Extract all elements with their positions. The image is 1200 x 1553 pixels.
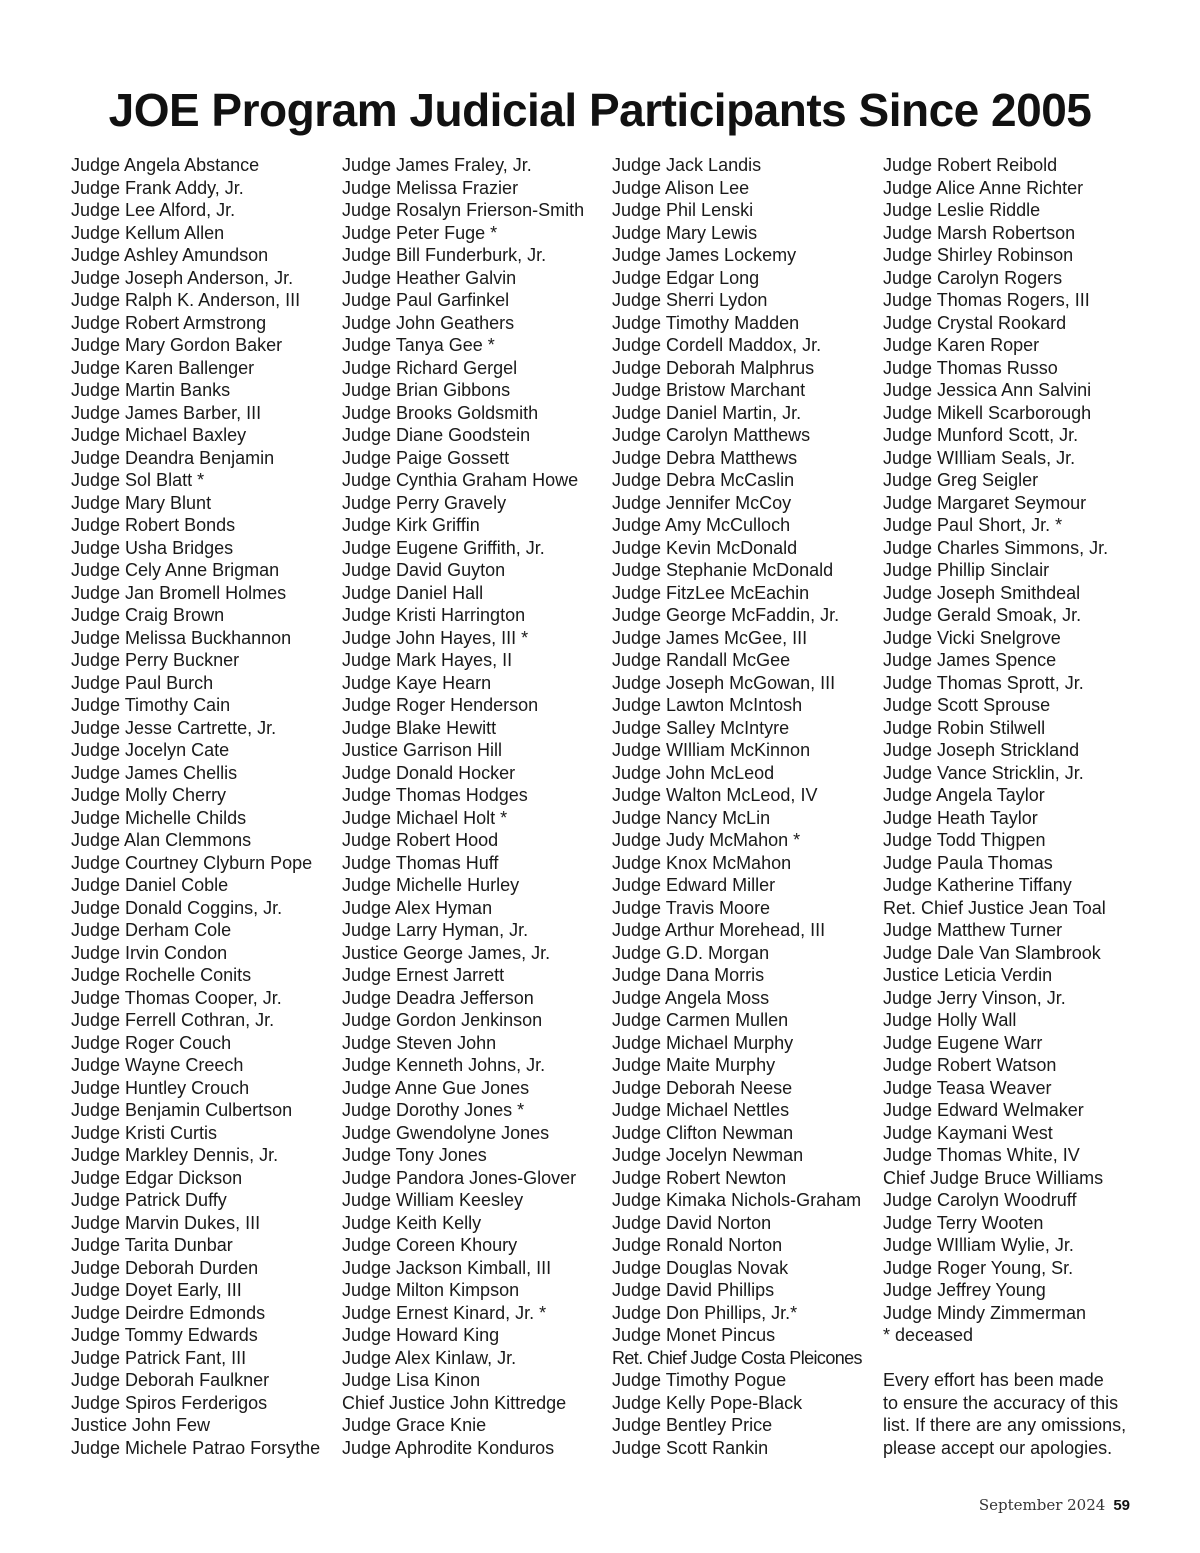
- participant-name: Judge Sol Blatt *: [71, 470, 205, 490]
- participant-name: Judge Kellum Allen: [71, 222, 225, 243]
- participant-name: Judge Scott Rankin: [612, 1437, 769, 1458]
- participant-name: Judge Paul Short, Jr. *: [883, 515, 1063, 535]
- participant-name: Judge Alan Clemmons: [71, 830, 252, 850]
- participant-name: Judge Crystal Rookard: [883, 312, 1067, 333]
- participant-name: Judge Maite Murphy: [612, 1055, 776, 1075]
- participant-name: Judge Roger Couch: [71, 1032, 232, 1053]
- participant-name: Judge Marsh Robertson: [883, 222, 1076, 243]
- participant-name: Judge Mark Hayes, II: [342, 650, 513, 670]
- participant-name: Judge Karen Ballenger: [71, 357, 255, 378]
- participant-name: Judge James Fraley, Jr.: [342, 155, 532, 175]
- page-footer: [979, 1496, 1130, 1514]
- participant-name: Judge John Geathers: [342, 312, 515, 333]
- participant-name: Judge Melissa Frazier: [342, 177, 519, 198]
- participant-name: Judge George McFaddin, Jr.: [612, 605, 840, 625]
- participant-name: Judge James Spence: [883, 650, 1057, 670]
- participant-name: Judge Diane Goodstein: [342, 425, 531, 445]
- participant-name: Judge Bentley Price: [612, 1415, 773, 1435]
- participant-name: Judge Usha Bridges: [71, 537, 234, 558]
- participant-name: Judge John Hayes, III *: [342, 627, 529, 648]
- participant-name: Judge Lisa Kinon: [342, 1370, 481, 1390]
- participant-name: Justice George James, Jr.: [342, 942, 551, 963]
- participant-name: Judge Jack Landis: [612, 155, 762, 175]
- participant-name: Judge Angela Abstance: [71, 155, 260, 175]
- participant-name: Judge Tarita Dunbar: [71, 1235, 233, 1255]
- participant-name: Judge Deadra Jefferson: [342, 987, 534, 1008]
- participant-name: Judge Eugene Griffith, Jr.: [342, 537, 545, 558]
- participant-name: Judge Robert Reibold: [883, 155, 1058, 175]
- participant-name: Judge Ashley Amundson: [71, 245, 269, 265]
- participant-name: Judge Lee Alford, Jr.: [71, 200, 236, 220]
- participant-name: Judge WIlliam Seals, Jr.: [883, 447, 1076, 468]
- participant-name: Judge Mary Blunt: [71, 492, 212, 513]
- participant-name: Judge Anne Gue Jones: [342, 1077, 530, 1098]
- participant-name: Judge Timothy Cain: [71, 695, 231, 715]
- participant-name: Judge Frank Addy, Jr.: [71, 177, 244, 198]
- participant-name: Judge Gwendolyne Jones: [342, 1122, 550, 1143]
- participant-name: Judge Todd Thigpen: [883, 830, 1046, 850]
- participant-name: Judge Cynthia Graham Howe: [342, 470, 579, 490]
- participant-name: Judge Jesse Cartrette, Jr.: [71, 717, 277, 738]
- participant-name: Judge Debra McCaslin: [612, 470, 795, 490]
- participant-name: Judge Kaymani West: [883, 1122, 1053, 1143]
- participant-name: Judge Edgar Dickson: [71, 1167, 243, 1188]
- participant-name: Judge Jessica Ann Salvini: [883, 380, 1092, 400]
- participant-name: Judge Monet Pincus: [612, 1325, 776, 1345]
- participant-name: Judge Perry Gravely: [342, 492, 507, 513]
- participant-name: Judge Doyet Early, III: [71, 1280, 242, 1300]
- participant-name: Judge Edgar Long: [612, 267, 760, 288]
- participant-name: Judge Arthur Morehead, III: [612, 920, 826, 940]
- participant-name: Judge Dana Morris: [612, 965, 765, 985]
- participant-name: Judge Thomas White, IV: [883, 1145, 1080, 1165]
- participant-name: Judge Karen Roper: [883, 335, 1040, 355]
- participant-name: Judge Randall McGee: [612, 650, 791, 670]
- participant-name: Judge Grace Knie: [342, 1415, 487, 1435]
- participant-name: Judge Brian Gibbons: [342, 380, 511, 400]
- participant-name: Judge Michael Holt *: [342, 807, 508, 828]
- footer-date: September 2024: [978, 1496, 1106, 1514]
- disclaimer-line: list. If there are any omissions,: [883, 1415, 1127, 1435]
- participant-name: Judge Douglas Novak: [612, 1257, 789, 1278]
- participant-name: Judge Tony Jones: [342, 1145, 487, 1165]
- participant-name: Judge Kristi Curtis: [71, 1122, 218, 1143]
- participant-name: Judge Paul Burch: [71, 672, 214, 693]
- participant-name: Judge Joseph Strickland: [883, 740, 1080, 760]
- participant-name: Chief Justice John Kittredge: [342, 1392, 567, 1413]
- participant-name: Judge Salley McIntyre: [612, 717, 790, 738]
- participant-name: Judge Steven John: [342, 1032, 497, 1053]
- participant-name: Judge Nancy McLin: [612, 807, 771, 828]
- participant-name: Judge William Keesley: [342, 1190, 524, 1210]
- participant-name: Chief Judge Bruce Williams: [883, 1167, 1104, 1188]
- participant-name: Judge Timothy Pogue: [612, 1370, 787, 1390]
- participant-name: Judge Sherri Lydon: [612, 290, 768, 310]
- page-number: 59: [1113, 1497, 1130, 1514]
- participant-name: Judge Ferrell Cothran, Jr.: [71, 1010, 275, 1030]
- participant-name: Judge Charles Simmons, Jr.: [883, 537, 1109, 558]
- participant-name: Judge John McLeod: [612, 762, 775, 783]
- participant-name: Judge Stephanie McDonald: [612, 560, 834, 580]
- participant-name: Judge Blake Hewitt: [342, 717, 497, 738]
- participant-name: Judge Coreen Khoury: [342, 1235, 518, 1255]
- participant-name: Judge Greg Seigler: [883, 470, 1039, 490]
- participant-name: Judge Katherine Tiffany: [883, 875, 1072, 895]
- participant-name: Judge Judy McMahon *: [612, 830, 801, 850]
- participant-name: Judge Vicki Snelgrove: [883, 627, 1061, 648]
- participant-name: Judge Daniel Hall: [342, 582, 484, 603]
- participant-name: Judge Peter Fuge *: [342, 222, 498, 243]
- participant-name: Judge Thomas Sprott, Jr.: [883, 672, 1084, 693]
- participant-name: Judge Roger Young, Sr.: [883, 1257, 1074, 1278]
- participant-name: Judge Aphrodite Konduros: [342, 1437, 555, 1458]
- participant-name: Judge Michael Baxley: [71, 425, 247, 445]
- participant-name: Judge Joseph Anderson, Jr.: [71, 267, 294, 288]
- participant-name: Judge Michael Murphy: [612, 1032, 794, 1053]
- participant-name: Judge Courtney Clyburn Pope: [71, 852, 313, 873]
- participant-name: Judge Ralph K. Anderson, III: [71, 290, 301, 310]
- participant-name: Judge Derham Cole: [71, 920, 232, 940]
- participant-name: Judge Carmen Mullen: [612, 1010, 789, 1030]
- participant-name: Judge Ronald Norton: [612, 1235, 783, 1255]
- participant-name: Judge Jan Bromell Holmes: [71, 582, 287, 603]
- participant-name: Judge Bill Funderburk, Jr.: [342, 245, 547, 265]
- participant-name: Judge Thomas Huff: [342, 852, 499, 873]
- participant-name: Judge Donald Coggins, Jr.: [71, 897, 283, 918]
- disclaimer-line: to ensure the accuracy of this: [883, 1392, 1119, 1413]
- participant-name: Judge Craig Brown: [71, 605, 225, 625]
- participant-name: Judge Milton Kimpson: [342, 1280, 520, 1300]
- participant-name: Judge Tanya Gee *: [342, 335, 495, 355]
- participant-name: Judge Markley Dennis, Jr.: [71, 1145, 279, 1165]
- participant-name: Judge Robert Newton: [612, 1167, 787, 1188]
- participant-name: Judge Alex Kinlaw, Jr.: [342, 1347, 517, 1368]
- participant-name: Judge Angela Moss: [612, 987, 770, 1008]
- participant-name: Judge David Phillips: [612, 1280, 775, 1300]
- participant-name: Judge Deborah Neese: [612, 1077, 793, 1098]
- participant-name: Justice Garrison Hill: [342, 740, 503, 760]
- participant-name: Judge Paul Garfinkel: [342, 290, 510, 310]
- participant-name: Judge Deandra Benjamin: [71, 447, 275, 468]
- participant-name: Judge Dorothy Jones *: [342, 1100, 525, 1120]
- participant-name: Judge Donald Hocker: [342, 762, 516, 783]
- participant-name: Judge Travis Moore: [612, 897, 771, 918]
- participant-name: Judge Joseph Smithdeal: [883, 582, 1081, 603]
- participant-name: Judge Phillip Sinclair: [883, 560, 1050, 580]
- participant-name: Judge Kirk Griffin: [342, 515, 480, 535]
- participant-name: Judge Robert Armstrong: [71, 312, 267, 333]
- participant-name: Judge Jackson Kimball, III: [342, 1257, 552, 1278]
- participant-name: Judge Deborah Durden: [71, 1257, 259, 1278]
- participant-name: Judge WIlliam Wylie, Jr.: [883, 1235, 1074, 1255]
- participant-name: Judge David Norton: [612, 1212, 772, 1233]
- participant-name: Judge Jocelyn Cate: [71, 740, 230, 760]
- participant-name: Ret. Chief Justice Jean Toal: [883, 897, 1106, 918]
- participant-name: Judge Melissa Buckhannon: [71, 627, 292, 648]
- participant-name: Judge Keith Kelly: [342, 1212, 482, 1233]
- participant-name: Judge Joseph McGowan, III: [612, 672, 836, 693]
- page-title: JOE Program Judicial Participants Since 2005: [108, 84, 1092, 136]
- participant-name: Judge Terry Wooten: [883, 1212, 1044, 1233]
- participant-name: Judge Teasa Weaver: [883, 1077, 1052, 1098]
- participant-name: Judge Scott Sprouse: [883, 695, 1051, 715]
- participant-name: Judge Ernest Kinard, Jr. *: [342, 1302, 547, 1323]
- participant-name: Judge Molly Cherry: [71, 785, 227, 805]
- participant-name: Judge Deborah Faulkner: [71, 1370, 270, 1390]
- participant-name: Judge Kenneth Johns, Jr.: [342, 1055, 546, 1075]
- participant-name: Judge James Chellis: [71, 762, 238, 783]
- participant-name: Judge Robert Watson: [883, 1055, 1057, 1075]
- participant-name: Judge Mindy Zimmerman: [883, 1302, 1087, 1323]
- participant-name: Ret. Chief Judge Costa Pleicones: [612, 1347, 862, 1368]
- participant-name: Judge Larry Hyman, Jr.: [342, 920, 529, 940]
- participant-name: Judge Kaye Hearn: [342, 672, 492, 693]
- participant-name: Judge Howard King: [342, 1325, 500, 1345]
- participant-name: Judge Deborah Malphrus: [612, 357, 815, 378]
- participant-name: Judge G.D. Morgan: [612, 942, 770, 963]
- participant-name: Judge Rochelle Conits: [71, 965, 252, 985]
- participant-name: Judge Ernest Jarrett: [342, 965, 505, 985]
- participant-name: Judge Brooks Goldsmith: [342, 402, 539, 423]
- participant-name: Judge Debra Matthews: [612, 447, 798, 468]
- participant-name: Judge Robin Stilwell: [883, 717, 1046, 738]
- participant-name: Judge Huntley Crouch: [71, 1077, 250, 1098]
- participant-name: Judge Jerry Vinson, Jr.: [883, 987, 1066, 1008]
- participant-name: Judge Angela Taylor: [883, 785, 1045, 805]
- participant-name: Judge Margaret Seymour: [883, 492, 1087, 513]
- participant-name: Judge Kristi Harrington: [342, 605, 526, 625]
- participant-name: Judge Michele Patrao Forsythe: [71, 1437, 321, 1458]
- participant-name: Judge Kimaka Nichols-Graham: [612, 1190, 862, 1210]
- participant-name: Judge Phil Lenski: [612, 200, 754, 220]
- participant-name: Judge Eugene Warr: [883, 1032, 1043, 1053]
- participant-name: Judge Edward Miller: [612, 875, 776, 895]
- participant-name: Judge Mikell Scarborough: [883, 402, 1092, 423]
- participant-name: Judge WIlliam McKinnon: [612, 740, 811, 760]
- participant-name: Judge Mary Lewis: [612, 222, 758, 243]
- participant-name: Judge Leslie Riddle: [883, 200, 1041, 220]
- participant-name: Judge Tommy Edwards: [71, 1325, 258, 1345]
- participant-name: Judge Wayne Creech: [71, 1055, 244, 1075]
- participants-column-4: [883, 154, 1126, 1459]
- participant-name: Judge James Lockemy: [612, 245, 797, 265]
- participant-name: Judge Gordon Jenkinson: [342, 1010, 543, 1030]
- disclaimer-line: Every effort has been made: [883, 1370, 1104, 1390]
- participant-name: Judge Heath Taylor: [883, 807, 1038, 828]
- participant-name: Judge Knox McMahon: [612, 852, 792, 873]
- participant-name: Judge Holly Wall: [883, 1010, 1017, 1030]
- participant-name: Judge Munford Scott, Jr.: [883, 425, 1079, 445]
- participant-name: Judge Roger Henderson: [342, 695, 539, 715]
- participant-name: Judge Spiros Ferderigos: [71, 1392, 268, 1413]
- participants-column-1: [71, 154, 320, 1459]
- participant-name: Judge Shirley Robinson: [883, 245, 1074, 265]
- participant-name: Judge Thomas Russo: [883, 357, 1058, 378]
- participant-name: Judge Paige Gossett: [342, 447, 510, 468]
- participant-name: Justice John Few: [71, 1415, 211, 1435]
- participant-name: Judge Alison Lee: [612, 177, 750, 198]
- participant-name: Judge Carolyn Rogers: [883, 267, 1063, 288]
- participant-name: Judge Dale Van Slambrook: [883, 942, 1101, 963]
- participant-name: Judge James Barber, III: [71, 402, 262, 423]
- participant-name: Judge Heather Galvin: [342, 267, 517, 288]
- participant-name: Judge Don Phillips, Jr.*: [612, 1302, 798, 1323]
- participant-name: Judge Mary Gordon Baker: [71, 335, 283, 355]
- participant-name: Justice Leticia Verdin: [883, 965, 1053, 985]
- participant-name: Judge Vance Stricklin, Jr.: [883, 762, 1084, 783]
- participant-name: Judge Carolyn Woodruff: [883, 1190, 1077, 1210]
- participant-name: Judge Daniel Martin, Jr.: [612, 402, 802, 423]
- participant-name: * deceased: [883, 1325, 974, 1345]
- participant-name: Judge Carolyn Matthews: [612, 425, 811, 445]
- participant-name: Judge Jeffrey Young: [883, 1280, 1046, 1300]
- participant-name: Judge Marvin Dukes, III: [71, 1212, 261, 1233]
- participant-name: Judge Amy McCulloch: [612, 515, 791, 535]
- participant-name: Judge Lawton McIntosh: [612, 695, 803, 715]
- participant-name: Judge Cordell Maddox, Jr.: [612, 335, 822, 355]
- participant-name: Judge Irvin Condon: [71, 942, 228, 963]
- participant-name: Judge Bristow Marchant: [612, 380, 806, 400]
- participant-name: Judge Alice Anne Richter: [883, 177, 1084, 198]
- participant-name: Judge Thomas Hodges: [342, 785, 528, 805]
- participant-name: Judge Patrick Fant, III: [71, 1347, 247, 1368]
- participant-name: Judge Michelle Childs: [71, 807, 247, 828]
- participant-name: Judge FitzLee McEachin: [612, 582, 810, 603]
- disclaimer-line: please accept our apologies.: [883, 1437, 1113, 1458]
- participant-name: Judge Clifton Newman: [612, 1122, 794, 1143]
- participant-name: Judge David Guyton: [342, 560, 506, 580]
- participant-name: Judge Matthew Turner: [883, 920, 1063, 940]
- participant-name: Judge Alex Hyman: [342, 897, 493, 918]
- participant-name: Judge Gerald Smoak, Jr.: [883, 605, 1082, 625]
- participant-name: Judge Michael Nettles: [612, 1100, 790, 1120]
- participant-name: Judge Daniel Coble: [71, 875, 229, 895]
- participant-name: Judge Robert Hood: [342, 830, 499, 850]
- participant-name: Judge James McGee, III: [612, 627, 808, 648]
- participant-name: Judge Thomas Rogers, III: [883, 290, 1090, 310]
- participant-name: Judge Cely Anne Brigman: [71, 560, 280, 580]
- participant-name: Judge Deirdre Edmonds: [71, 1302, 266, 1323]
- participant-name: Judge Paula Thomas: [883, 852, 1053, 873]
- participant-name: Judge Kelly Pope-Black: [612, 1392, 803, 1413]
- participant-name: Judge Walton McLeod, IV: [612, 785, 818, 805]
- participants-column-3: [612, 154, 862, 1459]
- participant-name: Judge Perry Buckner: [71, 650, 240, 670]
- participant-name: Judge Richard Gergel: [342, 357, 518, 378]
- participant-name: Judge Thomas Cooper, Jr.: [71, 987, 282, 1008]
- participant-name: Judge Jocelyn Newman: [612, 1145, 804, 1165]
- participant-name: Judge Pandora Jones-Glover: [342, 1167, 577, 1188]
- participant-name: Judge Michelle Hurley: [342, 875, 520, 895]
- participant-name: Judge Rosalyn Frierson-Smith: [342, 200, 585, 220]
- participant-name: Judge Jennifer McCoy: [612, 492, 792, 513]
- participant-name: Judge Kevin McDonald: [612, 537, 798, 558]
- participant-name: Judge Patrick Duffy: [71, 1190, 227, 1210]
- participant-name: Judge Edward Welmaker: [883, 1100, 1084, 1120]
- disclaimer: [883, 1369, 1126, 1459]
- participants-column-2: [342, 154, 584, 1459]
- participant-name: Judge Robert Bonds: [71, 515, 236, 535]
- participant-name: Judge Martin Banks: [71, 380, 231, 400]
- participant-name: Judge Timothy Madden: [612, 312, 800, 333]
- participant-name: Judge Benjamin Culbertson: [71, 1100, 293, 1120]
